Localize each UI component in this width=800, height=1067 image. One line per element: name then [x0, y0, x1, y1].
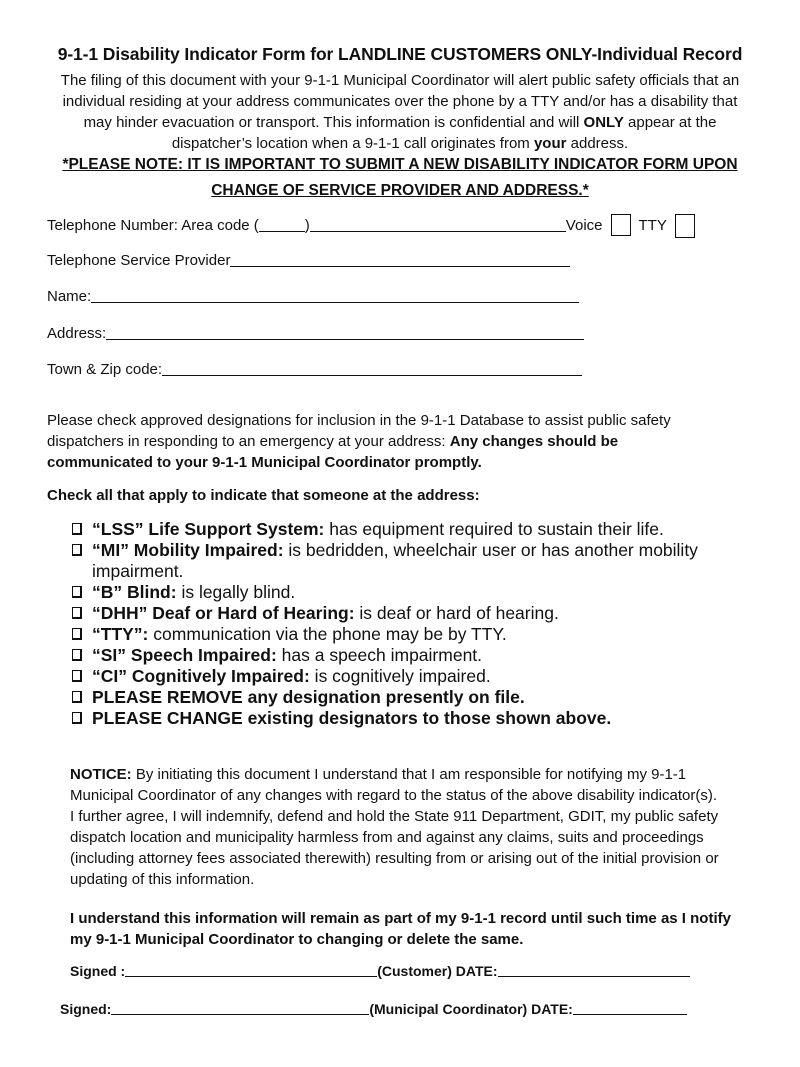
designation-item-lss[interactable] — [72, 519, 762, 540]
telephone-number-field[interactable] — [310, 217, 566, 232]
designation-label: “LSS” Life Support System: has equipment required to sustain their life. — [92, 519, 664, 539]
intro-text: may hinder evacuation or transport. This information is confidential and will — [83, 114, 584, 131]
intro-line-3 — [40, 112, 760, 133]
instructions-paragraph — [47, 410, 727, 473]
intro-line-4 — [40, 133, 760, 154]
designation-label: “TTY”: communication via the phone may be by TTY. — [92, 624, 507, 644]
customer-signature-field[interactable] — [125, 962, 377, 977]
checkbox-icon[interactable] — [72, 523, 82, 535]
intro-paragraph — [40, 70, 760, 154]
provider-field[interactable] — [230, 252, 570, 267]
name-row — [47, 288, 579, 305]
coordinator-signature-field[interactable] — [111, 1000, 369, 1015]
important-note — [40, 152, 760, 204]
intro-line-2: individual residing at your address communicates over the phone by a TTY and/or has a disability that — [62, 93, 738, 110]
checkbox-icon[interactable] — [72, 628, 82, 640]
designation-label: “B” Blind: is legally blind. — [92, 582, 296, 602]
designation-item-change[interactable] — [72, 708, 762, 729]
provider-label: Telephone Service Provider — [47, 252, 231, 269]
intro-text: dispatcher’s location when a 9-1-1 call originates from — [171, 135, 534, 152]
customer-signature-row — [70, 962, 690, 979]
designation-item-remove[interactable] — [72, 687, 762, 708]
designation-label: “DHH” Deaf or Hard of Hearing: is deaf or hard of hearing. — [92, 603, 559, 623]
address-label: Address: — [47, 325, 107, 342]
notice-paragraph — [70, 764, 720, 890]
town-zip-row — [47, 361, 582, 378]
checkbox-icon[interactable] — [72, 670, 82, 682]
designation-checklist — [72, 519, 762, 729]
tty-label: TTY — [638, 217, 667, 234]
paren-close: ) — [304, 217, 310, 234]
voice-checkbox[interactable] — [611, 214, 631, 236]
name-label: Name: — [47, 288, 92, 305]
checkbox-icon[interactable] — [72, 544, 82, 556]
notice-label: NOTICE: — [70, 766, 132, 783]
check-all-heading: Check all that apply to indicate that someone at the address: — [47, 487, 480, 504]
designation-item-mi[interactable] — [72, 540, 762, 582]
town-zip-label: Town & Zip code: — [47, 361, 163, 378]
intro-emphasis: ONLY — [583, 114, 624, 131]
customer-date-field[interactable] — [498, 962, 690, 977]
instructions-emphasis: Any changes should be communicated to your 9-1-1 Municipal Coordinator promptly. — [47, 433, 619, 471]
town-zip-field[interactable] — [162, 361, 582, 376]
checkbox-icon[interactable] — [72, 607, 82, 619]
intro-line-1: The filing of this document with your 9-1-1 Municipal Coordinator will alert public safety officials that an — [60, 72, 740, 89]
designation-label: “SI” Speech Impaired: has a speech impairment. — [92, 645, 483, 665]
coordinator-date-label: (Municipal Coordinator) DATE: — [369, 1001, 573, 1017]
designation-item-ci[interactable] — [72, 666, 762, 687]
address-field[interactable] — [106, 325, 584, 340]
intro-emphasis: your — [533, 135, 567, 152]
checkbox-icon[interactable] — [72, 691, 82, 703]
coordinator-date-field[interactable] — [573, 1000, 687, 1015]
telephone-label: Telephone Number: Area code ( — [47, 217, 259, 234]
coordinator-signed-label: Signed: — [60, 1001, 112, 1017]
designation-item-si[interactable] — [72, 645, 762, 666]
understand-statement: I understand this information will remain as part of my 9-1-1 record until such time as I notify my 9-1-1 Municipal Coordinator to changing or delete the same. — [70, 910, 731, 948]
designation-label: “CI” Cognitively Impaired: is cognitively impaired. — [92, 666, 491, 686]
provider-row — [47, 252, 570, 269]
designation-label: PLEASE CHANGE existing designators to those shown above. — [92, 708, 612, 728]
note-line-2: CHANGE OF SERVICE PROVIDER AND ADDRESS.* — [211, 182, 589, 199]
checkbox-icon[interactable] — [72, 712, 82, 724]
designation-label: “MI” Mobility Impaired: is bedridden, wheelchair user or has another mobility impairment. — [92, 540, 698, 581]
intro-text: appear at the — [623, 114, 717, 131]
checkbox-icon[interactable] — [72, 649, 82, 661]
designation-item-tty[interactable] — [72, 624, 762, 645]
form-title: 9-1-1 Disability Indicator Form for LANDLINE CUSTOMERS ONLY-Individual Record — [57, 44, 743, 64]
designation-item-dhh[interactable] — [72, 603, 762, 624]
telephone-row — [47, 214, 703, 234]
name-field[interactable] — [91, 288, 579, 303]
intro-text: address. — [566, 135, 629, 152]
coordinator-signature-row — [60, 1000, 687, 1017]
designation-label: PLEASE REMOVE any designation presently on file. — [92, 687, 525, 707]
customer-date-label: (Customer) DATE: — [377, 963, 498, 979]
area-code-field[interactable] — [259, 217, 305, 232]
tty-checkbox[interactable] — [675, 214, 695, 238]
instructions-text: Please check approved designations for inclusion in the 9-1-1 Database to assist public safety dispatchers in responding to an emergency at your address: — [47, 412, 671, 450]
note-line-1: *PLEASE NOTE: IT IS IMPORTANT TO SUBMIT A NEW DISABILITY INDICATOR FORM UPON — [62, 156, 738, 173]
address-row — [47, 325, 584, 342]
voice-label: Voice — [565, 217, 603, 234]
designation-item-b[interactable] — [72, 582, 762, 603]
customer-signed-label: Signed : — [70, 963, 126, 979]
notice-text: By initiating this document I understand that I am responsible for notifying my 9-1-1 Municipal Coordinator of any changes with regard to the status of the above disability indicator(s). I further agree, I will indemnify, defend and hold the State 911 Department, GDIT, my public safety dispatch location and municipality harmless from and against any claims, suits and proceedings (including attorney fees associated therewith) resulting from or arising out of the initial provision or updating of this information. — [70, 766, 719, 888]
checkbox-icon[interactable] — [72, 586, 82, 598]
